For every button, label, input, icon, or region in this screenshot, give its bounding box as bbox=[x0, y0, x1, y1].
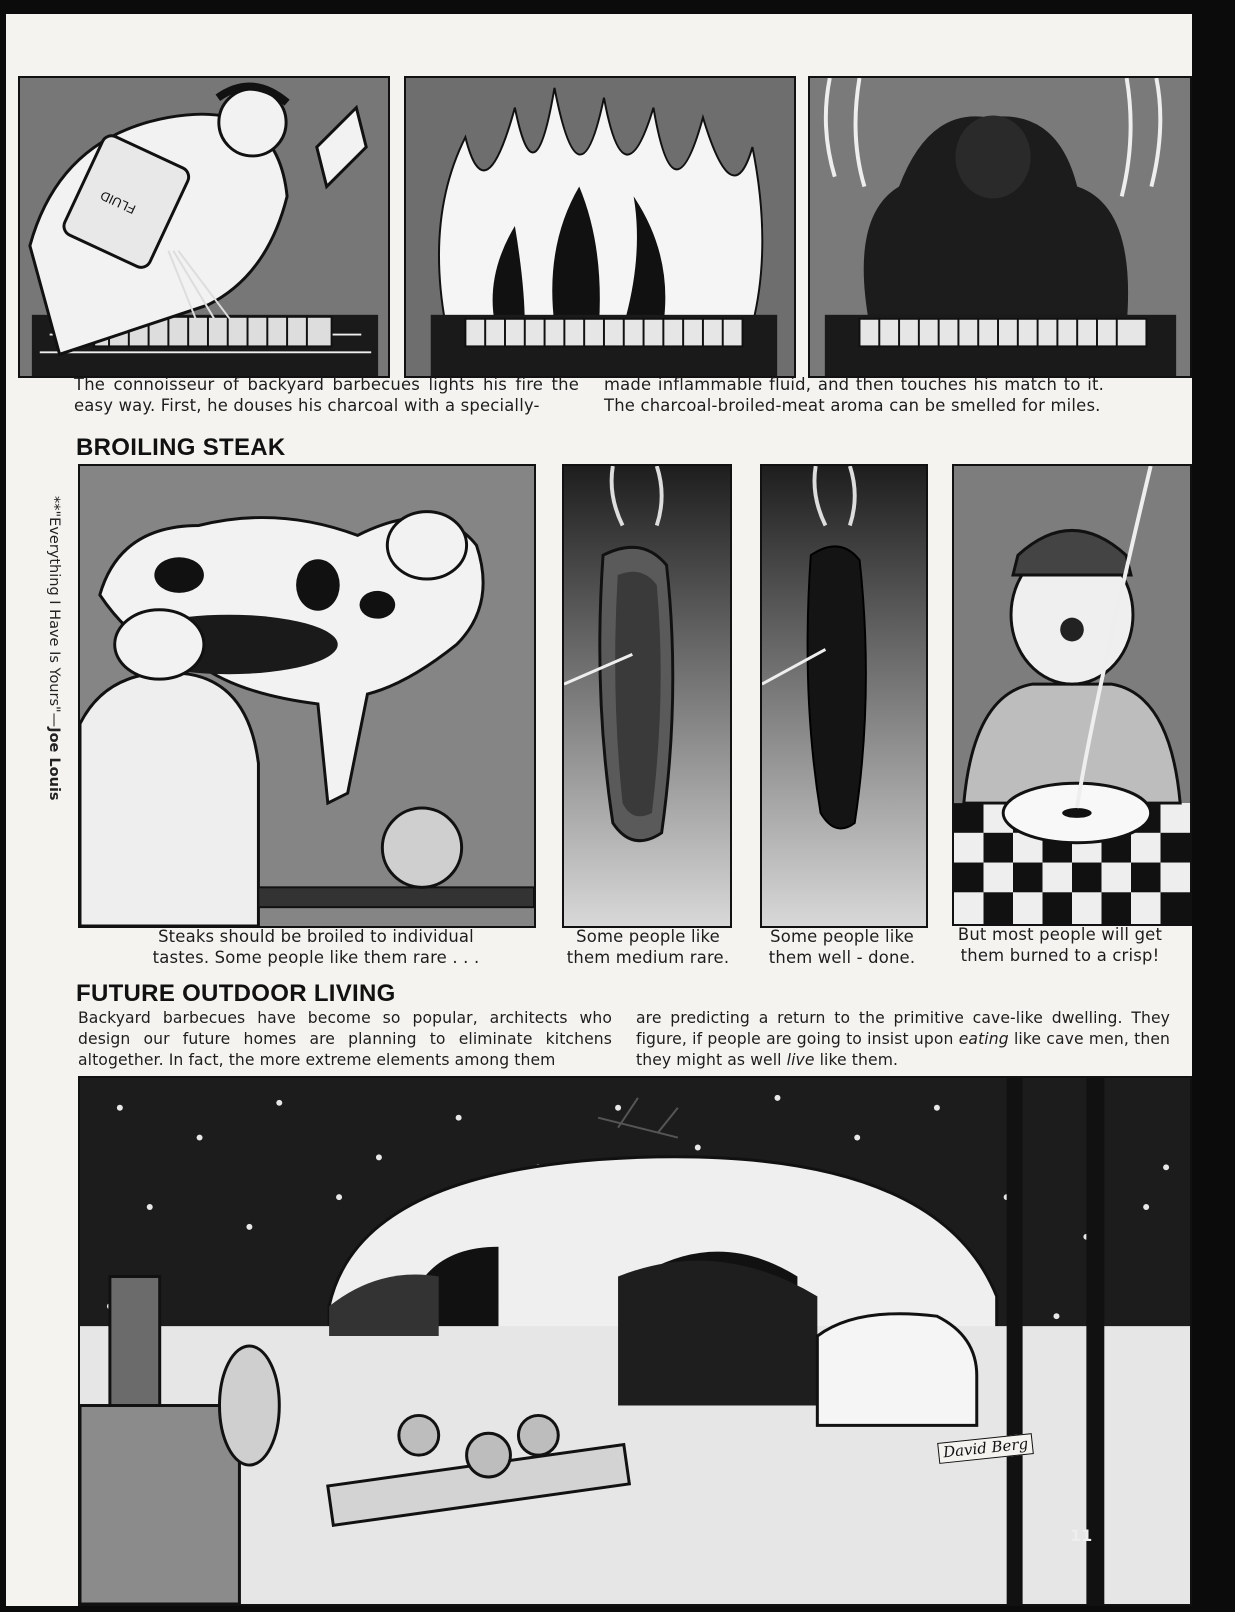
panel-chef-with-cow bbox=[78, 464, 536, 928]
section-title-broiling: BROILING STEAK bbox=[76, 434, 286, 461]
panel-pouring-fluid bbox=[18, 76, 390, 378]
page-number: 11 bbox=[1070, 1526, 1093, 1545]
broiling-caption-crisp: But most people will get them burned to a crisp! bbox=[957, 925, 1163, 965]
panel-cave-home bbox=[78, 1076, 1192, 1606]
intro-caption-left: The connoisseur of backyard barbecues lights his fire the easy way. First, he douses his charcoal with a specially- bbox=[74, 375, 579, 415]
section-title-future: FUTURE OUTDOOR LIVING bbox=[76, 980, 396, 1007]
future-paragraph-right-em1: eating bbox=[958, 1030, 1009, 1048]
side-note-author: Joe Louis bbox=[46, 727, 62, 801]
future-paragraph-right-part2: like cave men, then they might as well bbox=[636, 1030, 1170, 1069]
broiling-caption-medium-rare: Some people like them medium rare. bbox=[566, 927, 730, 967]
magazine-page bbox=[6, 14, 1192, 1606]
future-paragraph-right-part1: are predicting a return to the primitive cave-like dwelling. They figure, if people are going to insist upon bbox=[636, 1009, 1170, 1048]
can-label: FLUID bbox=[97, 187, 138, 218]
side-note bbox=[40, 496, 62, 816]
broiling-caption-well-done: Some people like them well - done. bbox=[768, 927, 916, 967]
broiling-caption-rare: Steaks should be broiled to individual tastes. Some people like them rare . . . bbox=[152, 927, 480, 967]
future-paragraph-left: Backyard barbecues have become so popular, architects who design our future homes are planning to eliminate kitchens altogether. In fact, the more extreme elements among them bbox=[78, 1009, 612, 1069]
panel-flames bbox=[404, 76, 796, 378]
future-paragraph-right-em2: live bbox=[786, 1051, 815, 1069]
intro-caption-right: made inflammable fluid, and then touches his match to it. The charcoal-broiled-meat aroma can be smelled for miles. bbox=[604, 375, 1104, 415]
side-note-quote: **"Everything I Have Is Yours"— bbox=[46, 496, 62, 728]
panel-charred-man bbox=[808, 76, 1192, 378]
panel-steak-medium-rare bbox=[562, 464, 732, 928]
future-paragraph-right bbox=[636, 1008, 1170, 1071]
artist-signature: David Berg bbox=[937, 1433, 1034, 1464]
panel-burned-to-crisp bbox=[952, 464, 1192, 926]
future-paragraph-right-part3: like them. bbox=[814, 1051, 899, 1069]
panel-steak-well-done bbox=[760, 464, 928, 928]
